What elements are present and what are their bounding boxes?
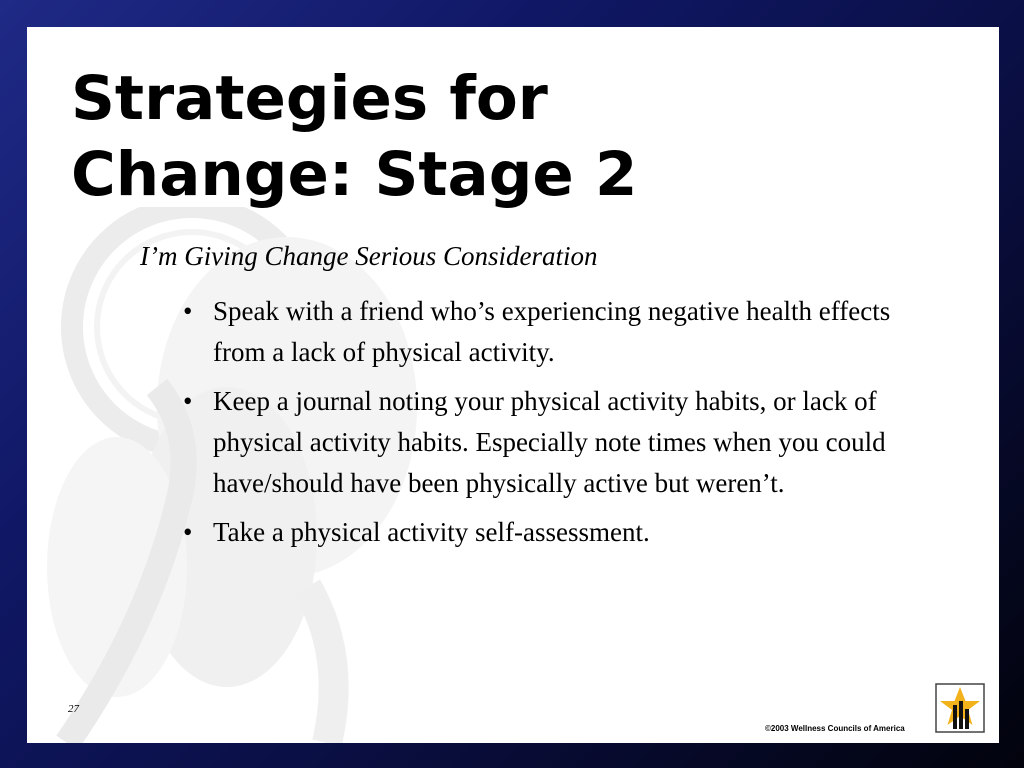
bullet-text: Take a physical activity self-assessment. — [213, 517, 650, 547]
slide-content-area — [27, 27, 999, 743]
bullet-text: Speak with a friend who’s experiencing negative health effects from a lack of physical activity. — [213, 296, 891, 367]
bullet-item — [183, 291, 943, 373]
bullet-marker: • — [183, 386, 193, 416]
bullet-item — [183, 381, 943, 504]
slide-number: 27 — [68, 703, 79, 715]
bullet-list — [183, 291, 943, 561]
slide-subtitle: I’m Giving Change Serious Consideration — [140, 241, 598, 271]
star-building-logo-icon — [935, 683, 985, 733]
title-line-1: Strategies for — [71, 63, 548, 134]
bullet-marker: • — [183, 296, 193, 326]
slide-title — [71, 61, 637, 213]
bullet-text: Keep a journal noting your physical activity habits, or lack of physical activity habits. Especially note times when you could have/should have been physically active but weren’t. — [213, 386, 886, 498]
bullet-marker: • — [183, 517, 193, 547]
bullet-item — [183, 512, 943, 553]
copyright-notice: ©2003 Wellness Councils of America — [765, 724, 905, 733]
title-line-2: Change: Stage 2 — [71, 139, 638, 210]
